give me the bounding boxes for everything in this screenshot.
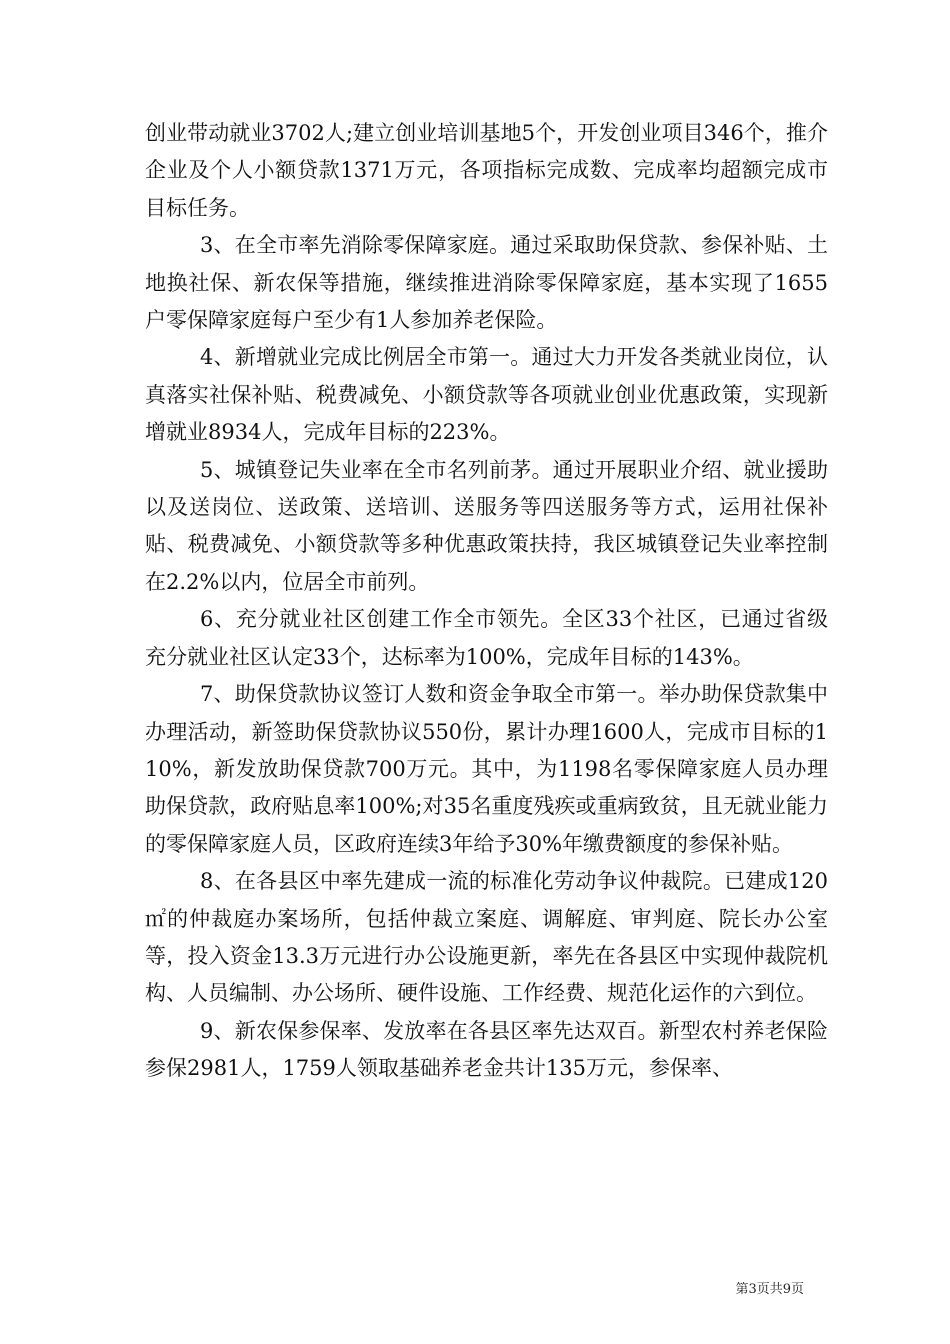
paragraph-item-9: 9、新农保参保率、发放率在各县区率先达双百。新型农村养老保险参保2981人，1759人领取基础养老金共计135万元，参保率、 [145, 1018, 828, 1081]
paragraph-item-4: 4、新增就业完成比例居全市第一。通过大力开发各类就业岗位，认真落实社保补贴、税费减免、小额贷款等各项就业创业优惠政策，实现新增就业8934人，完成年目标的223%。 [145, 345, 828, 445]
paragraph-item-3: 3、在全市率先消除零保障家庭。通过采取助保贷款、参保补贴、土地换社保、新农保等措施，继续推进消除零保障家庭，基本实现了1655户零保障家庭每户至少有1人参加养老保险。 [145, 233, 828, 333]
paragraph-continued: 创业带动就业3702人;建立创业培训基地5个，开发创业项目346个，推介企业及个人小额贷款1371万元，各项指标完成数、完成率均超额完成市目标任务。 [145, 121, 828, 220]
paragraph-item-7: 7、助保贷款协议签订人数和资金争取全市第一。举办助保贷款集中办理活动，新签助保贷款协议550份，累计办理1600人，完成市目标的110%，新发放助保贷款700万元。其中，为1198名零保障家庭人员办理助保贷款，政府贴息率100%;对35名重度残疾或重病致贫，且无就业能力的零保障家庭人员，区政府连续3年给予30%年缴费额度的参保补贴。 [145, 682, 828, 856]
paragraph-item-5: 5、城镇登记失业率在全市名列前茅。通过开展职业介绍、就业援助以及送岗位、送政策、送培训、送服务等四送服务等方式，运用社保补贴、税费减免、小额贷款等多种优惠政策扶持，我区城镇登记失业率控制在2.2%以内，位居全市前列。 [145, 457, 828, 594]
page-number: 第3页共9页 [735, 1282, 804, 1297]
paragraph-item-6: 6、充分就业社区创建工作全市领先。全区33个社区，已通过省级充分就业社区认定33个，达标率为100%，完成年目标的143%。 [145, 607, 828, 669]
paragraph-item-8: 8、在各县区中率先建成一流的标准化劳动争议仲裁院。已建成120㎡的仲裁庭办案场所，包括仲裁立案庭、调解庭、审判庭、院长办公室等，投入资金13.3万元进行办公设施更新，率先在各县区中实现仲裁院机构、人员编制、办公场所、硬件设施、工作经费、规范化运作的六到位。 [145, 869, 828, 1006]
document-body [145, 115, 828, 1088]
